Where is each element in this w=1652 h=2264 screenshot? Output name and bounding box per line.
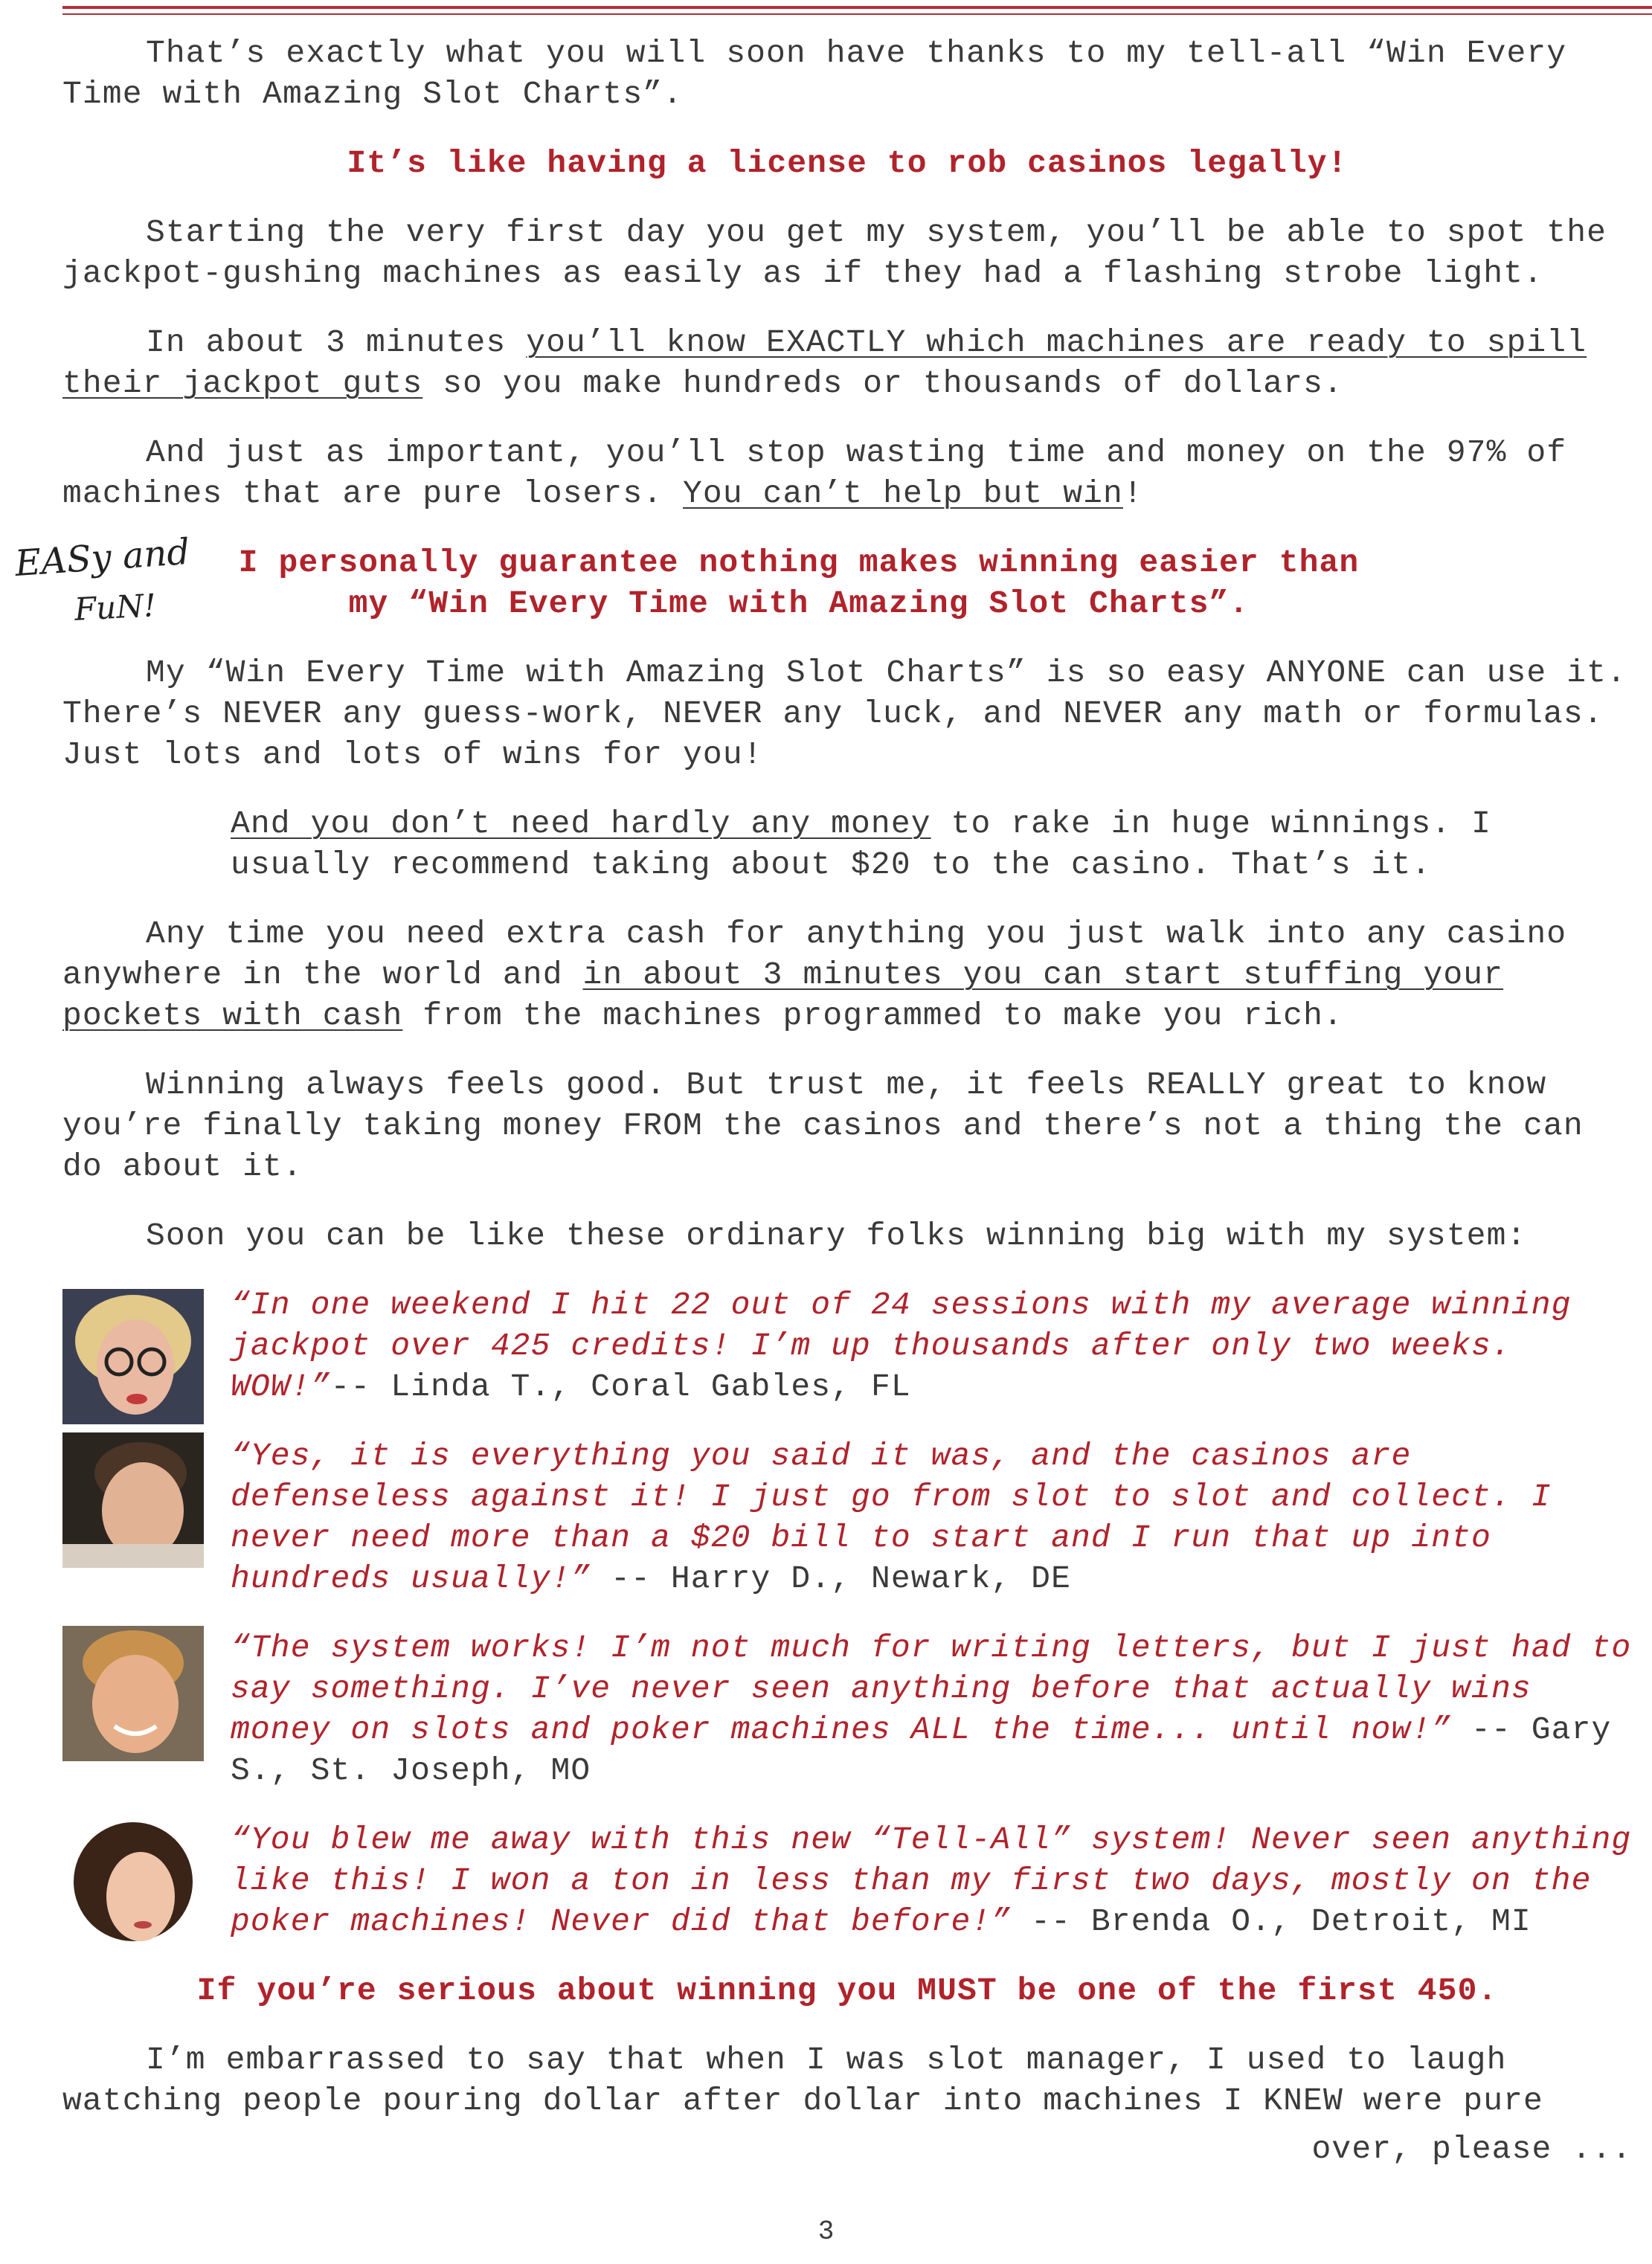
page-number: 3	[817, 2216, 835, 2247]
headline-license: It’s like having a license to rob casinos legally!	[347, 145, 1348, 181]
handwritten-note-line1: EASy and	[13, 530, 191, 585]
paragraph-easy: My “Win Every Time with Amazing Slot Charts” is so easy ANYONE can use it. There’s NEVER any guess-work, NEVER any luck, and NEVER any math or formulas. Just lots and lots of wins for you!	[62, 655, 1627, 773]
continued-note: over, please ...	[1311, 2131, 1632, 2167]
paragraph-losers	[62, 432, 1632, 514]
underlined-phrase: in about 3 minutes you can start stuffing your pockets with cash	[62, 956, 1504, 1034]
paragraph-three-minutes	[62, 322, 1632, 404]
page-body	[62, 33, 1632, 2170]
underlined-phrase: You can’t help but win	[683, 475, 1123, 512]
text-segment: so you make hundreds or thousands of dollars.	[422, 365, 1343, 402]
intro-paragraph: That’s exactly what you will soon have thanks to my tell-all “Win Every Time with Amazing Slot Charts”.	[62, 35, 1567, 112]
testimonial-photo	[62, 1626, 204, 1761]
text-segment: Any time you need extra cash for anything you just walk into any casino anywhere in the world and	[62, 916, 1567, 993]
testimonial	[62, 1284, 1632, 1407]
handwritten-note-line2: FuN!	[73, 587, 158, 628]
text-segment: from the machines programmed to make you rich.	[402, 997, 1343, 1034]
text-segment: In about 3 minutes	[146, 324, 527, 361]
testimonial-quote: “You blew me away with this new “Tell-All” system! Never seen anything like this! I won a ton in less than my first two days, mostly on the poker machines! Never did that before!”	[231, 1821, 1632, 1940]
guarantee-line1: I personally guarantee nothing makes winning easier than	[238, 544, 1360, 581]
testimonial	[62, 1435, 1632, 1599]
testimonial-author: -- Harry D., Newark, DE	[591, 1560, 1071, 1597]
text-segment: And just as important, you’ll stop wasting time and money on the 97% of machines that are pure losers.	[62, 434, 1567, 512]
underlined-phrase: And you don’t need hardly any money	[231, 805, 931, 842]
testimonial-text	[231, 1284, 1632, 1407]
top-rule	[62, 6, 1652, 9]
text-segment: !	[1122, 475, 1143, 512]
testimonial-photo	[62, 1289, 204, 1424]
headline-guarantee	[167, 542, 1431, 624]
paragraph-slot-manager: I’m embarrassed to say that when I was slot manager, I used to laugh watching people pouring dollar after dollar into machines I KNEW were pure	[62, 2042, 1543, 2119]
text-segment: to rake in huge winnings. I usually recommend taking about $20 to the casino. That’s it.	[231, 805, 1491, 883]
paragraph-money	[231, 803, 1577, 885]
guarantee-line2: my “Win Every Time with Amazing Slot Charts”.	[348, 585, 1250, 622]
testimonial-text	[231, 1819, 1632, 1942]
testimonial-author: -- Gary S., St. Joseph, MO	[231, 1711, 1612, 1789]
paragraph-extra-cash	[62, 913, 1632, 1036]
testimonial-quote: “The system works! I’m not much for writing letters, but I just had to say something. I’ve never seen anything before that actually wins money on slots and poker machines ALL the time... until now!”	[231, 1630, 1632, 1748]
testimonial-text	[231, 1627, 1632, 1791]
paragraph-ordinary-folks: Soon you can be like these ordinary folks winning big with my system:	[146, 1218, 1527, 1254]
headline-first-450: If you’re serious about winning you MUST be one of the first 450.	[196, 1972, 1498, 2009]
testimonial-photo	[62, 1822, 204, 1958]
testimonial-photo	[62, 1432, 204, 1568]
testimonial-author: -- Linda T., Coral Gables, FL	[330, 1369, 911, 1405]
testimonial-quote: “Yes, it is everything you said it was, and the casinos are defenseless against it! I just go from slot to slot and collect. I never need more than a $20 bill to start and I run that up into hundreds usually!”	[231, 1438, 1552, 1597]
paragraph-feels-good: Winning always feels good. But trust me, it feels REALLY great to know you’re finally taking money FROM the casinos and there’s not a thing the can do about it.	[62, 1067, 1584, 1185]
top-rule-thin	[62, 13, 1652, 15]
paragraph-first-day: Starting the very first day you get my system, you’ll be able to spot the jackpot-gushing machines as easily as if they had a flashing strobe light.	[62, 214, 1607, 292]
testimonial	[62, 1819, 1632, 1942]
testimonial	[62, 1627, 1632, 1791]
testimonial-author: -- Brenda O., Detroit, MI	[1011, 1903, 1532, 1940]
underlined-phrase: you’ll know EXACTLY which machines are ready to spill their jackpot guts	[62, 324, 1587, 402]
testimonial-quote: “In one weekend I hit 22 out of 24 sessions with my average winning jackpot over 425 credits! I’m up thousands after only two weeks. WOW!”	[231, 1287, 1572, 1405]
testimonial-text	[231, 1435, 1632, 1599]
